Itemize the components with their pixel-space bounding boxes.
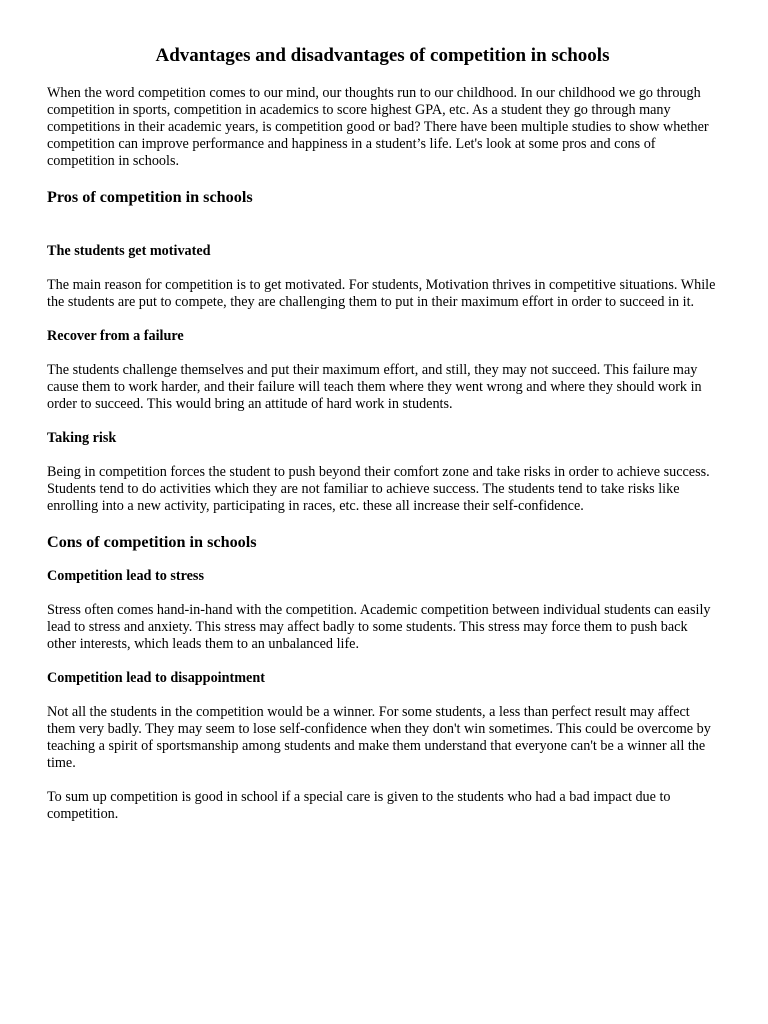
- pros-heading: Pros of competition in schools: [47, 188, 253, 206]
- cons-item-text: Stress often comes hand-in-hand with the competition. Academic competition between individual students can easily lead to stress and anxiety. This stress may affect badly to some students. This stress may force them to push back other interests, which leads them to an unbalanced life.: [47, 602, 711, 652]
- pros-item-text: Being in competition forces the student to push beyond their comfort zone and take risks in order to achieve success. Students tend to do activities which they are not familiar to achieve success. The students tend to take risks like enrolling into a new activity, participating in races, etc. these all increase their self-confidence.: [47, 464, 710, 514]
- pros-item-title: Taking risk: [47, 430, 117, 446]
- cons-heading: Cons of competition in schools: [47, 533, 257, 551]
- pros-item-title: Recover from a failure: [47, 328, 184, 344]
- document-title: Advantages and disadvantages of competition in schools: [155, 45, 610, 66]
- pros-item-title: The students get motivated: [47, 243, 211, 259]
- pros-item-text: The students challenge themselves and put their maximum effort, and still, they may not succeed. This failure may cause them to work harder, and their failure will teach them where they went wrong and where they should work in order to succeed. This would bring an attitude of hard work in students.: [47, 362, 702, 412]
- intro-paragraph: When the word competition comes to our mind, our thoughts run to our childhood. In our childhood we go through competition in sports, competition in academics to score highest GPA, etc. As a student they go through many competitions in their academic years, is competition good or bad? There have been multiple studies to show whether competition can improve performance and happiness in a student’s life. Let's look at some pros and cons of competition in schools.: [47, 85, 709, 169]
- pros-item-text: The main reason for competition is to get motivated. For students, Motivation thrives in competitive situations. While the students are put to compete, they are challenging them to put in their maximum effort in order to succeed in it.: [47, 277, 716, 310]
- cons-item-title: Competition lead to stress: [47, 568, 204, 584]
- conclusion-paragraph: To sum up competition is good in school if a special care is given to the students who had a bad impact due to competition.: [47, 789, 671, 822]
- cons-item-text: Not all the students in the competition would be a winner. For some students, a less than perfect result may affect them very badly. They may seem to lose self-confidence when they don't win sometimes. This could be overcome by teaching a spirit of sportsmanship among students and make them understand that everyone can't be a winner all the time.: [47, 704, 711, 771]
- cons-item-title: Competition lead to disappointment: [47, 670, 265, 686]
